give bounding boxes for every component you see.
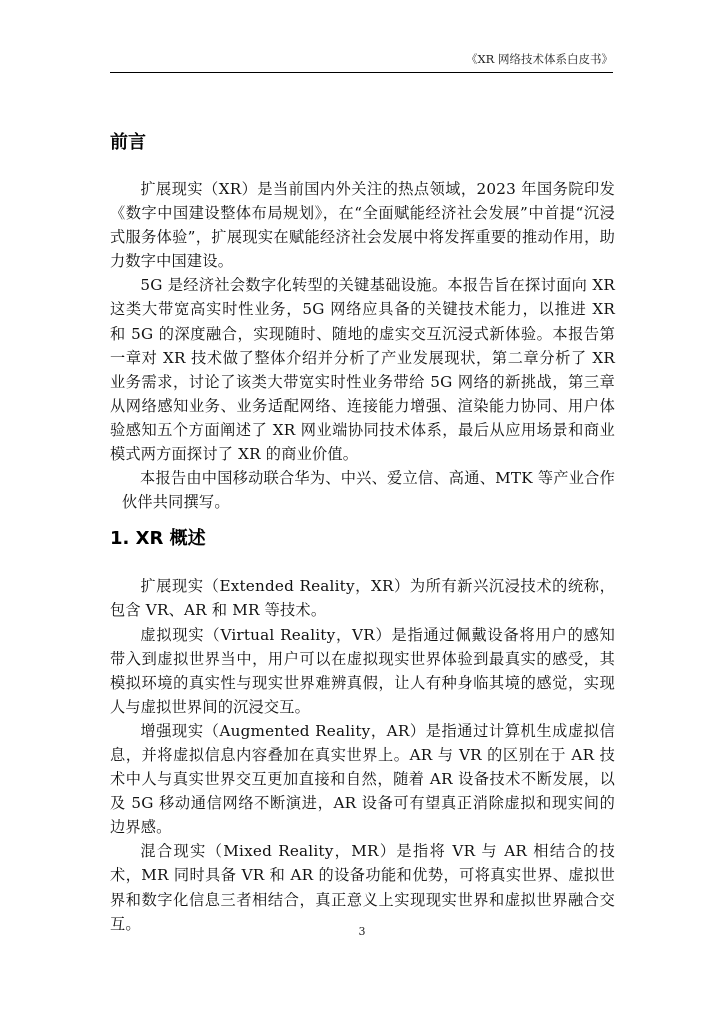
preface-paragraph-2: 5G 是经济社会数字化转型的关键基础设施。本报告旨在探讨面向 XR 这类大带宽高实时性业务，5G 网络应具备的关键技术能力，以推进 XR 和 5G 的深度融合，实现随时、随地的虚实交互沉浸式新体验。本报告第一章对 XR 技术做了整体介绍并分析了产业发展现状，第二章分析了 XR 业务需求，讨论了该类大带宽实时性业务带给 5G 网络的新挑战，第三章从网络感知业务、业务适配网络、连接能力增强、渲染能力协同、用户体验感知五个方面阐述了 XR 网业端协同技术体系，最后从应用场景和商业模式两方面探讨了 XR 的商业价值。 [110, 276, 615, 464]
preface-paragraph-1: 扩展现实（XR）是当前国内外关注的热点领域，2023 年国务院印发《数字中国建设整体布局规划》，在“全面赋能经济社会发展”中首提“沉浸式服务体验”，扩展现实在赋能经济社会发展中将发挥重要的推动作用，助力数字中国建设。 [110, 180, 615, 271]
section-heading-xr-overview: 1. XR 概述 [110, 528, 206, 550]
preface-paragraph-3: 本报告由中国移动联合华为、中兴、爱立信、高通、MTK 等产业合作伙伴共同撰写。 [122, 469, 615, 512]
vr-definition-paragraph: 虚拟现实（Virtual Reality，VR）是指通过佩戴设备将用户的感知带入到虚拟世界当中，用户可以在虚拟现实世界体验到最真实的感受，其模拟环境的真实性与现实世界难辨真假，让人有种身临其境的感觉，实现人与虚拟世界间的沉浸交互。 [110, 625, 615, 716]
preface-heading: 前言 [110, 132, 146, 153]
xr-definition-paragraph: 扩展现实（Extended Reality，XR）为所有新兴沉浸技术的统称，包含 VR、AR 和 MR 等技术。 [110, 577, 615, 620]
mr-definition-paragraph: 混合现实（Mixed Reality，MR）是指将 VR 与 AR 相结合的技术，MR 同时具备 VR 和 AR 的设备功能和优势，可将真实世界、虚拟世界和数字化信息三者相结合，真正意义上实现现实世界和虚拟世界融合交互。 [110, 842, 615, 933]
header-rule [110, 72, 613, 73]
ar-definition-paragraph: 增强现实（Augmented Reality，AR）是指通过计算机生成虚拟信息，并将虚拟信息内容叠加在真实世界上。AR 与 VR 的区别在于 AR 技术中人与真实世界交互更加直接和自然，随着 AR 设备技术不断发展，以及 5G 移动通信网络不断演进，AR 设备可有望真正消除虚拟和现实间的边界感。 [110, 721, 615, 837]
page-body [110, 128, 615, 936]
running-header: 《XR 网络技术体系白皮书》 [466, 52, 613, 66]
page-number: 3 [358, 925, 366, 938]
